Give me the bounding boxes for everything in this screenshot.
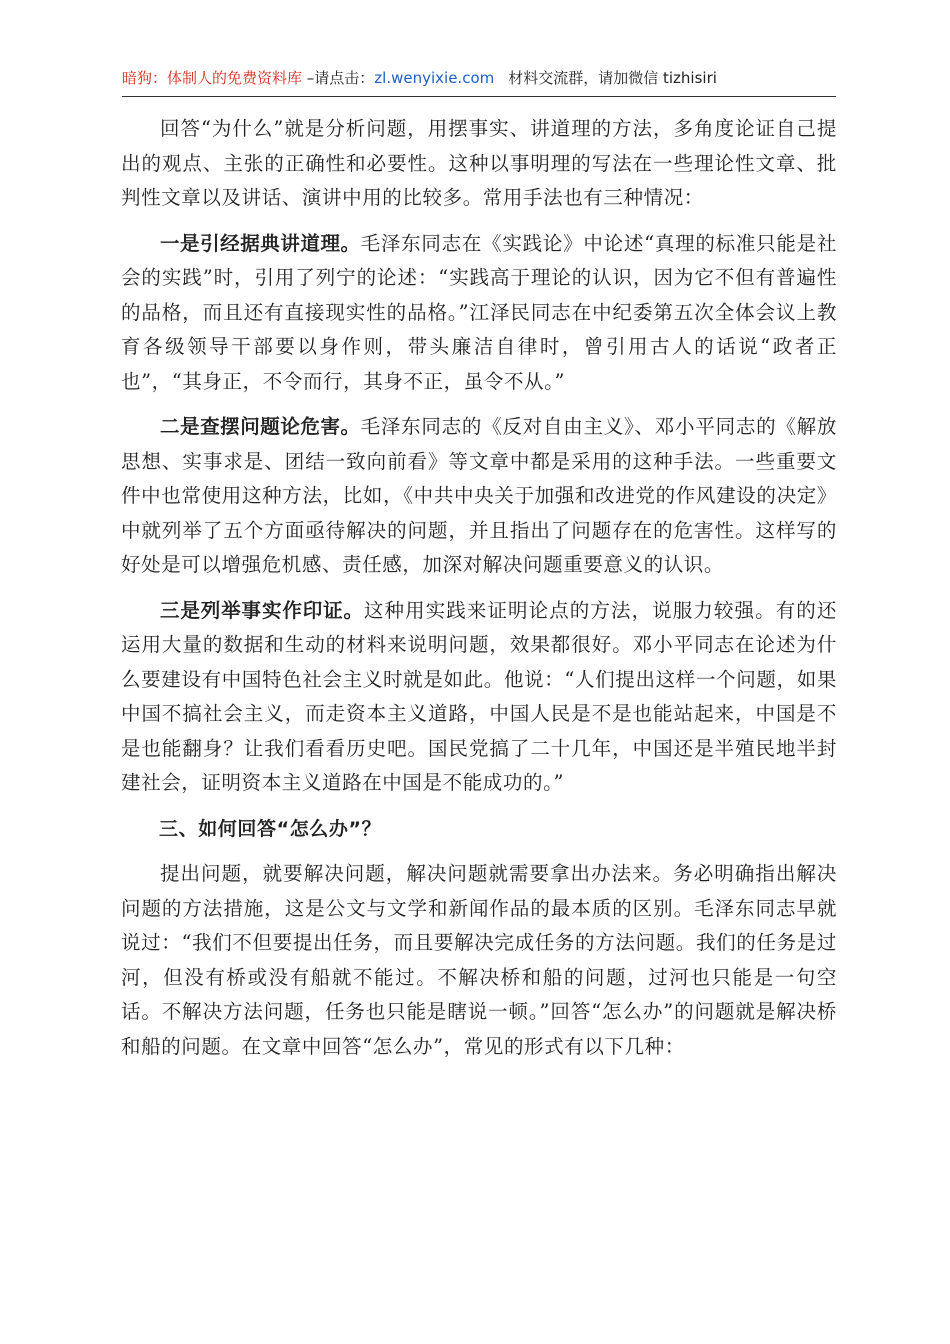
body-list-facts: 这种用实践来证明论点的方法，说服力较强。有的还运用大量的数据和生动的材料来说明问题，效果都很好。邓小平同志在论述为什么要建设有中国特色社会主义时就是如此。他说：“人们提出这样一个问题，如果中国不搞社会主义，而走资本主义道路，中国人民是不是也能站起来，中国是不是也能翻身？让我们看看历史吧。国民党搞了二十几年，中国还是半殖民地半封建社会，证明资本主义道路在中国是不能成功的。” — [121, 598, 837, 794]
page-header — [122, 66, 836, 97]
lead-cite-classics: 一是引经据典讲道理。 — [160, 231, 361, 255]
header-brand: 暗狗：体制人的免费资料库 — [122, 69, 303, 87]
lead-examine-problems: 二是查摆问题论危害。 — [160, 415, 361, 438]
section-heading-what-to-do: 三、如何回答“怎么办”？ — [159, 817, 382, 840]
header-link[interactable]: zl.wenyixie.com — [374, 69, 495, 87]
document-body — [121, 112, 837, 1075]
paragraph-examine-problems — [121, 410, 837, 583]
header-contact: 材料交流群，请加微信 tizhisiri — [508, 69, 717, 87]
paragraph-why-intro: 回答“为什么”就是分析问题，用摆事实、讲道理的方法，多角度论证自己提出的观点、主张的正确性和必要性。这种以事明理的写法在一些理论性文章、批判性文章以及讲话、演讲中用的比较多。常用手法也有三种情况： — [121, 117, 837, 209]
paragraph-cite-classics — [121, 227, 837, 400]
body-cite-classics: 毛泽东同志在《实践论》中论述“真理的标准只能是社会的实践”时，引用了列宁的论述：“实践高于理论的认识，因为它不但有普遍性的品格，而且还有直接现实性的品格。”江泽民同志在中纪委第五次全体会议上教育各级领导干部要以身作则，带头廉洁自律时，曾引用古人的话说“政者正也”，“其身正，不令而行，其身不正，虽令不从。” — [121, 231, 837, 393]
header-click-prefix: –请点击： — [302, 69, 375, 87]
paragraph-what-to-do: 提出问题，就要解决问题，解决问题就需要拿出办法来。务必明确指出解决问题的方法措施，这是公文与文学和新闻作品的最本质的区别。毛泽东同志早就说过：“我们不但要提出任务，而且要解决完成任务的方法问题。我们的任务是过河，但没有桥或没有船就不能过。不解决桥和船的问题，过河也只能是一句空话。不解决方法问题，任务也只能是瞎说一顿。”回答“怎么办”的问题就是解决桥和船的问题。在文章中回答“怎么办”，常见的形式有以下几种： — [121, 862, 837, 1058]
body-examine-problems: 毛泽东同志的《反对自由主义》、邓小平同志的《解放思想、实事求是、团结一致向前看》等文章中都是采用的这种手法。一些重要文件中也常使用这种方法，比如，《中共中央关于加强和改进党的作风建设的决定》中就列举了五个方面亟待解决的问题，并且指出了问题存在的危害性。这样写的好处是可以增强危机感、责任感，加深对解决问题重要意义的认识。 — [121, 415, 837, 576]
lead-list-facts: 三是列举事实作印证。 — [160, 598, 364, 622]
paragraph-list-facts — [121, 594, 837, 801]
